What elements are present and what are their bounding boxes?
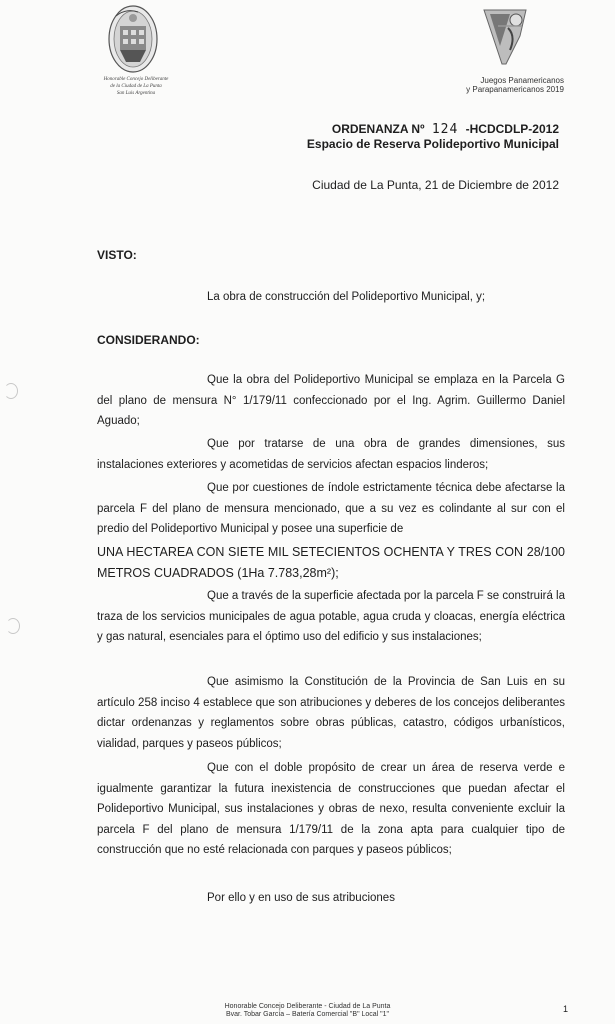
punch-hole-mark: [6, 618, 20, 634]
caption-line: y Parapanamericanos 2019: [466, 85, 564, 94]
considerando-paragraph: Que con el doble propósito de crear un área de reserva verde e igualmente garantizar la futura inexistencia de construcciones que puedan afectar el Polideportivo Municipal, sus instalaciones y obras de nexo, resulta conveniente excluir la parcela F del plano de mensura 1/179/11 de la zona apta para cualquier tipo de construcción que no esté relacionada con parques y paseos públicos;: [97, 762, 565, 856]
surface-area-text: UNA HECTAREA CON SIETE MIL SETECIENTOS OCHENTA Y TRES CON 28/100 METROS CUADRADOS (1Ha 7.783,28m²);: [97, 545, 565, 580]
closing-text: Por ello y en uso de sus atribuciones: [207, 892, 395, 904]
considerando-paragraph: Que a través de la superficie afectada por la parcela F se construirá la traza de los servicios municipales de agua potable, agua cruda y cloacas, energía eléctrica y gas natural, esenciales para el óptimo uso del edificio y sus instalaciones;: [97, 590, 565, 643]
caption-line: San Luis Argentina: [116, 91, 156, 96]
council-logo: [96, 4, 176, 116]
ordinance-prefix: ORDENANZA Nº: [331, 122, 425, 136]
considerando-paragraph: Que por cuestiones de índole estrictamente técnica debe afectarse la parcela F del plano de mensura mencionado, que a su vez es colindante al sur con el predio del Polideportivo Municipal y posee una superficie de: [97, 482, 565, 535]
considerando-paragraph: Que la obra del Polideportivo Municipal se emplaza en la Parcela G del plano de mensura N° 1/179/11 confeccionado por el Ing. Agrim. Guillermo Daniel Aguado;: [97, 374, 565, 427]
panamerican-logo-caption: [440, 76, 564, 94]
ordinance-number: 124: [431, 122, 459, 137]
panamerican-logo: [440, 6, 564, 96]
ordinance-suffix: -HCDCDLP-2012: [465, 122, 559, 136]
considerando-heading: CONSIDERANDO:: [97, 333, 200, 347]
punch-hole-mark: [4, 383, 18, 399]
footer-line: Honorable Concejo Deliberante - Ciudad de La Punta: [224, 1003, 391, 1010]
considerando-paragraph: Que asimismo la Constitución de la Provincia de San Luis en su artículo 258 inciso 4 establece que son atribuciones y deberes de los concejos deliberantes dictar ordenanzas y reglamentos sobre obras públicas, catastro, códigos urbanísticos, vialidad, parques y paseos públicos;: [97, 676, 565, 750]
caption-line: de la Ciudad de La Punta: [110, 84, 162, 89]
city-seal-icon: [106, 4, 160, 74]
ordinance-title: [307, 122, 559, 152]
page-number: 1: [562, 1004, 568, 1014]
document-date: Ciudad de La Punta, 21 de Diciembre de 2012: [312, 178, 559, 192]
page-footer: [0, 1003, 615, 1019]
visto-heading: VISTO:: [97, 248, 137, 262]
council-logo-caption: [96, 76, 176, 97]
considerando-paragraph: Que por tratarse de una obra de grandes dimensiones, sus instalaciones exteriores y acometidas de servicios afectan espacios linderos;: [97, 438, 565, 471]
footer-line: Bvar. Tobar García – Batería Comercial "B" Local "1": [225, 1011, 390, 1018]
visto-text: La obra de construcción del Polideportivo Municipal, y;: [207, 291, 486, 303]
ordinance-number-line: [307, 122, 559, 137]
ordinance-subtitle: Espacio de Reserva Polideportivo Municipal: [306, 137, 559, 151]
panamerican-games-icon: [480, 6, 530, 68]
caption-line: Honorable Concejo Deliberante: [103, 77, 169, 82]
caption-line: Juegos Panamericanos: [480, 76, 564, 85]
